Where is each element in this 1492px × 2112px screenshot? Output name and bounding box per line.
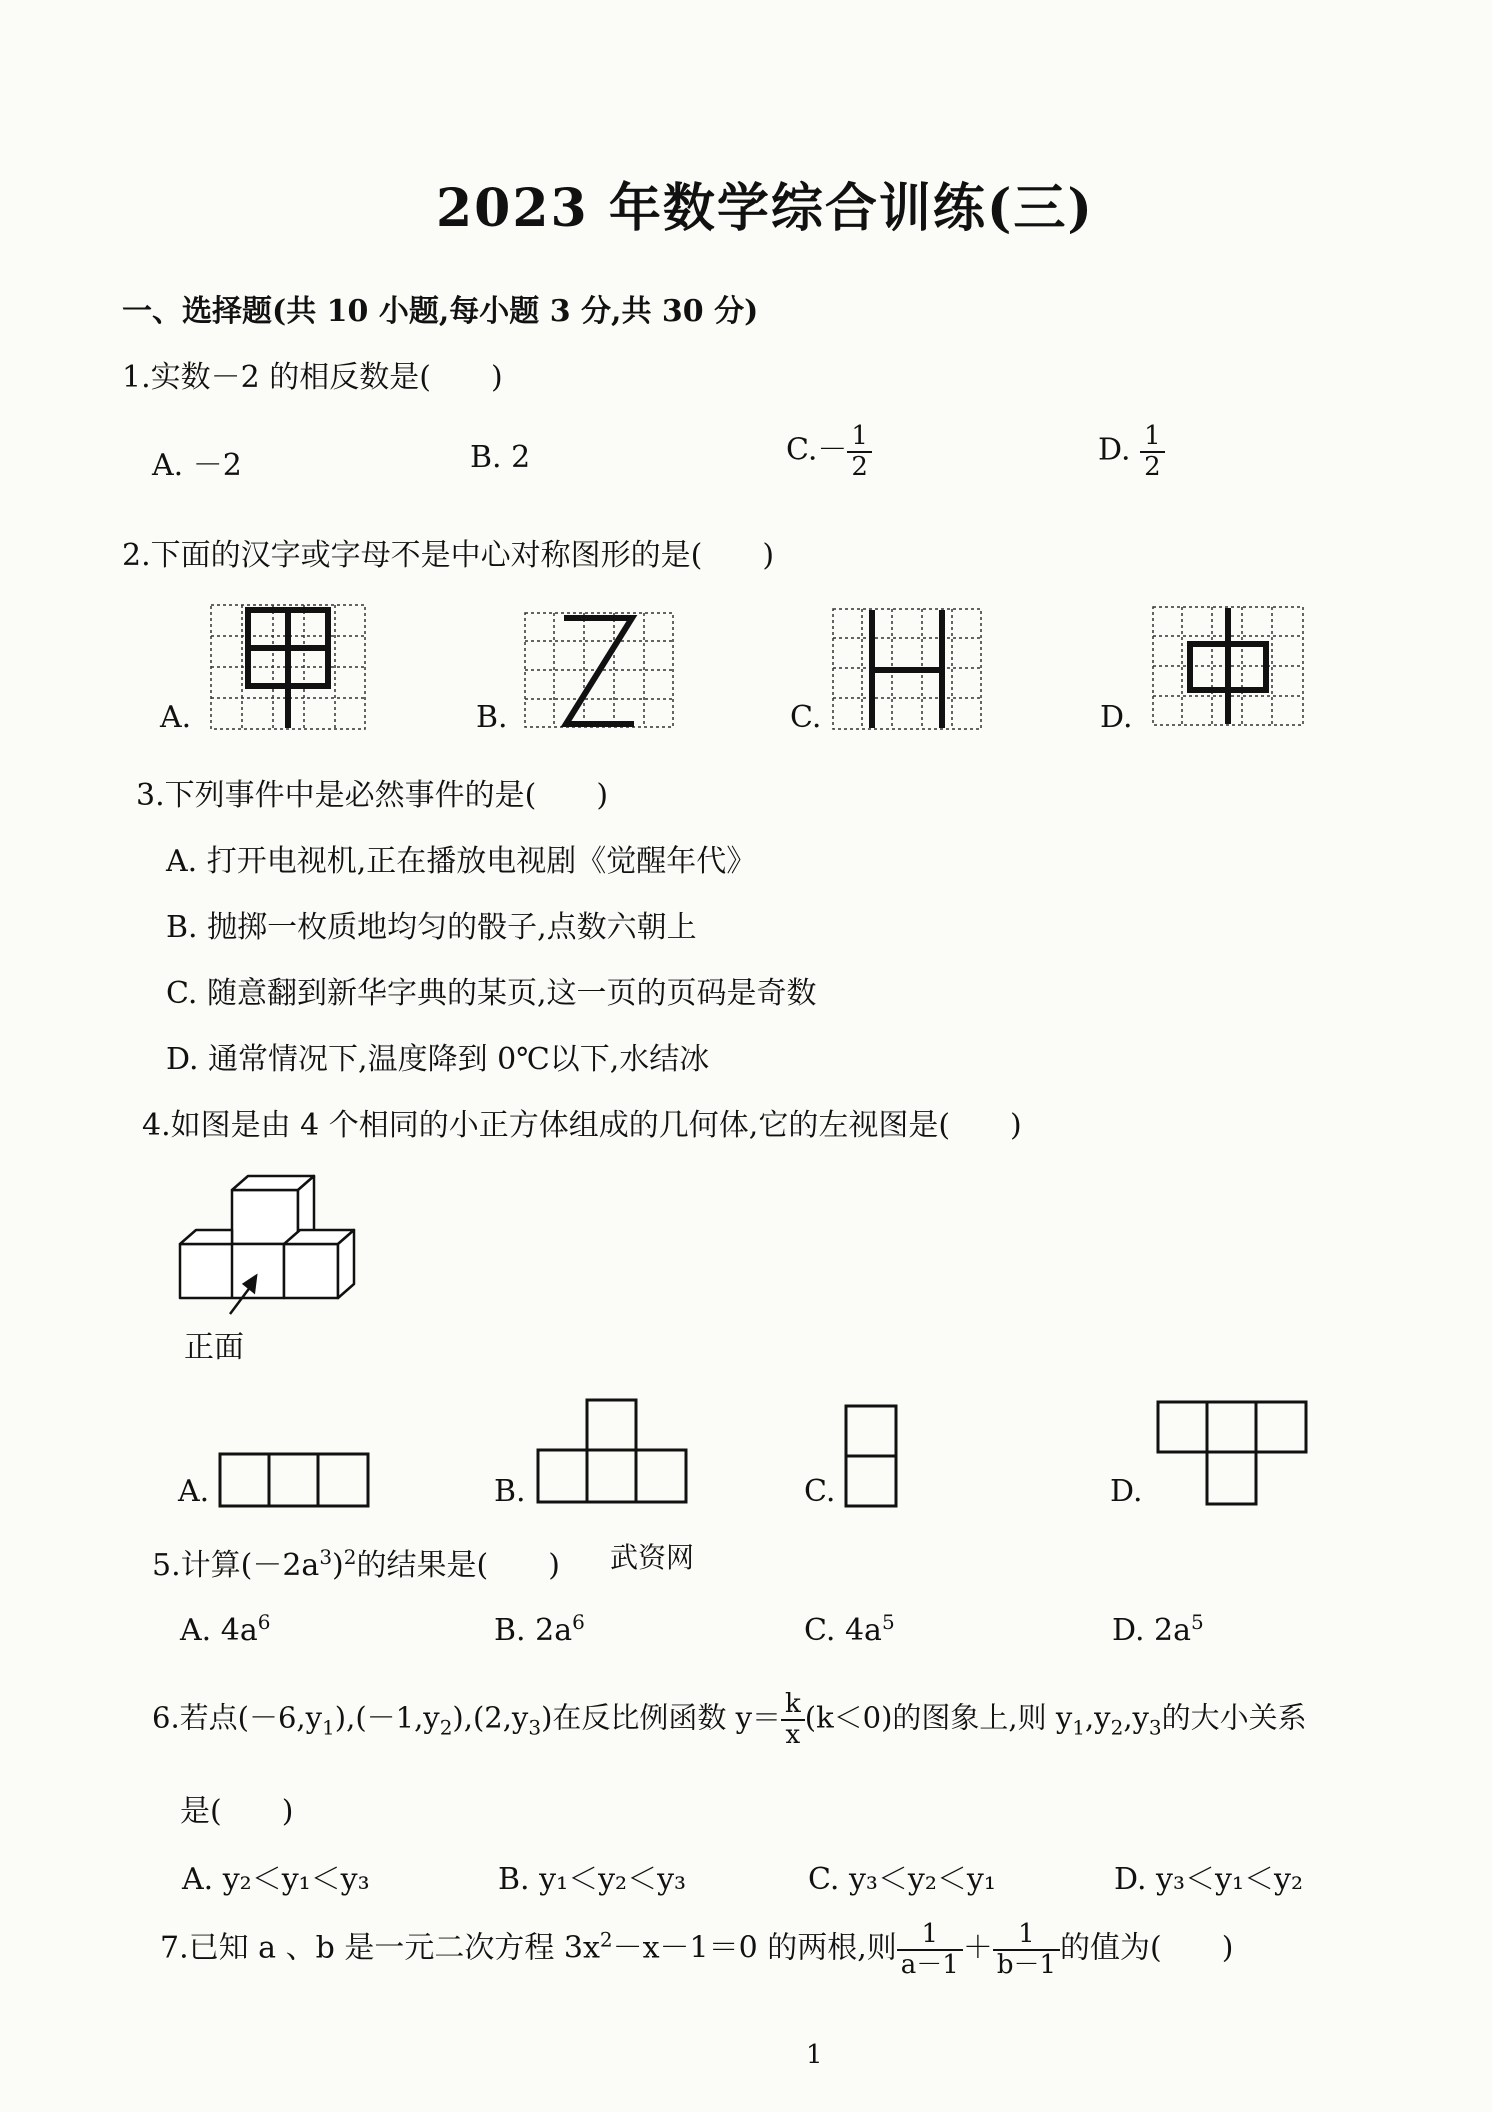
q6-option-b: B. y₁＜y₂＜y₃ — [498, 1862, 687, 1897]
page-number: 1 — [806, 2040, 823, 2070]
q4-view-a — [218, 1452, 370, 1508]
arrow-icon — [224, 1270, 264, 1320]
q2-option-c-label: C. — [790, 700, 822, 735]
question-6-stem: 6.若点$(-6,y_1),(-1,y_2),(2,y_3)$在反比例函数 y＝ $\frac{k}{x}$ (k＜0)的图象上,则 $y_1,y_2,y_3$的大小关系 — [152, 1689, 1307, 1750]
q5-option-c: C. $4a^5$ — [804, 1610, 895, 1648]
question-3-stem: 3.下列事件中是必然事件的是( ) — [136, 778, 609, 813]
q5-option-d: D. $2a^5$ — [1112, 1610, 1204, 1648]
q3-option-b: B. 抛掷一枚质地均匀的骰子,点数六朝上 — [166, 910, 697, 945]
question-4-stem: 4.如图是由 4 个相同的小正方体组成的几何体,它的左视图是( ) — [142, 1108, 1022, 1143]
q4-option-a-label: A. — [178, 1474, 210, 1509]
q4-option-c-label: C. — [804, 1474, 836, 1509]
watermark-text: 武资网 — [610, 1541, 695, 1574]
question-2-stem: 2.下面的汉字或字母不是中心对称图形的是( ) — [122, 538, 775, 573]
question-1-stem: 1.实数－2 的相反数是( ) — [122, 360, 503, 395]
q6-option-c: C. y₃＜y₂＜y₁ — [808, 1862, 996, 1897]
q4-view-d — [1156, 1400, 1308, 1506]
q4-option-b-label: B. — [494, 1474, 526, 1509]
q4-front-label: 正面 — [184, 1330, 244, 1365]
q5-option-b: B. $2a^6$ — [494, 1610, 585, 1648]
q2-option-b-label: B. — [476, 700, 508, 735]
question-5-stem: 5.计算$(-2a^3)^2$的结果是( ) — [152, 1545, 560, 1583]
q2-figure-a-grid — [210, 604, 366, 730]
q6-option-a: A. y₂＜y₁＜y₃ — [182, 1862, 370, 1897]
q1-option-b: B. 2 — [470, 440, 531, 475]
q1-option-a: A. －2 — [152, 448, 242, 483]
section-heading: 一、选择题(共 10 小题,每小题 3 分,共 30 分) — [122, 294, 759, 329]
q3-option-c: C. 随意翻到新华字典的某页,这一页的页码是奇数 — [166, 976, 817, 1011]
q3-option-a: A. 打开电视机,正在播放电视剧《觉醒年代》 — [166, 844, 757, 879]
q4-solid-figure — [178, 1172, 368, 1312]
q2-figure-b-grid — [524, 612, 674, 728]
q4-view-c — [844, 1404, 898, 1508]
question-6-stem-line2: 是( ) — [180, 1794, 294, 1829]
q4-view-b — [536, 1398, 688, 1504]
q2-option-a-label: A. — [160, 700, 192, 735]
q5-option-a: A. $4a^6$ — [180, 1610, 271, 1648]
q2-option-d-label: D. — [1100, 700, 1133, 735]
q2-figure-c-grid — [832, 608, 982, 730]
q4-option-d-label: D. — [1110, 1474, 1143, 1509]
question-7-stem: 7.已知 a 、b 是一元二次方程 $3x^2-x-1=0$ 的两根,则 $\frac{1}{a-1}$ ＋ $\frac{1}{b-1}$ 的值为( ) — [160, 1919, 1234, 1980]
page-title: 2023 年数学综合训练(三) — [436, 178, 1095, 239]
q1-option-d: D. $\frac{1}{2}$ — [1098, 422, 1165, 481]
q1-option-c: C.－ $\frac{1}{2}$ — [786, 422, 872, 481]
q6-option-d: D. y₃＜y₁＜y₂ — [1114, 1862, 1303, 1897]
q2-figure-d-grid — [1152, 606, 1304, 726]
q3-option-d: D. 通常情况下,温度降到 0℃以下,水结冰 — [166, 1042, 710, 1077]
